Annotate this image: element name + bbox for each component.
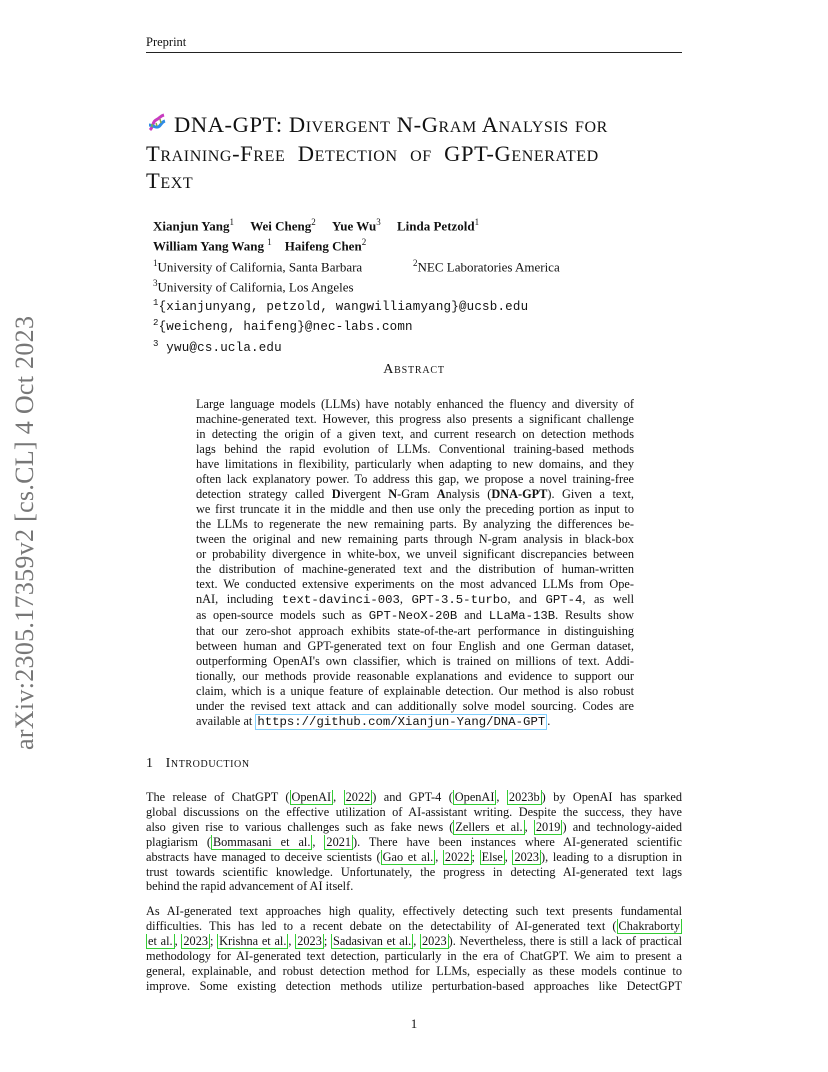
- author-name: Yue Wu: [332, 218, 377, 234]
- abstract-line: or probability divergence in white-box, we unveil significant discrepancies between: [196, 547, 634, 561]
- section-title: Introduction: [165, 756, 250, 771]
- abstract-line: have limitations in flexibility, particularly when adapting to new domains, and they: [196, 457, 634, 471]
- affiliation-sup: 1: [153, 257, 158, 268]
- abstract-line: the LLMs to regenerate the new remaining parts. By analyzing the differences be-: [196, 517, 634, 531]
- author-name: William Yang Wang: [153, 238, 265, 254]
- email-sup: 3: [153, 338, 159, 349]
- affiliation: University of California, Santa Barbara: [157, 258, 363, 274]
- page-number: 1: [410, 1016, 418, 1031]
- citation-link[interactable]: 2019: [535, 819, 561, 834]
- citation-link[interactable]: Zellers et al.: [455, 819, 523, 834]
- author-sup: 1: [474, 217, 480, 227]
- citation-link[interactable]: Bommasani et al.: [212, 834, 311, 849]
- abstract-line: detection strategy called Divergent N-Gram Analysis (DNA-GPT). Given a text,: [196, 487, 634, 501]
- abstract-heading: Abstract: [383, 362, 445, 377]
- body-line: behind the rapid advancement of AI itself.: [146, 879, 354, 894]
- abstract-line: often lack explanatory power. To address this gap, we propose a novel training-free: [196, 472, 634, 486]
- citation-link[interactable]: 2023b: [508, 790, 540, 804]
- title-line-2: Training-Free Detection of GPT-Generated: [146, 141, 599, 166]
- title-line-3: Text: [146, 168, 194, 193]
- email-sup: 1: [153, 298, 159, 309]
- email: ywu@cs.ucla.edu: [158, 340, 282, 355]
- citation-link[interactable]: Krishna et al.: [219, 933, 287, 948]
- author-name: Haifeng Chen: [284, 238, 362, 254]
- citation-link[interactable]: Else: [481, 849, 503, 864]
- abstract-line: outperforming OpenAI's own classifier, which is trained on millions of text. Addi-: [196, 654, 634, 668]
- body-line: improve. Some existing detection methods utilize perturbation-based approaches like DetectGPT: [146, 978, 682, 993]
- body-line: also given rise to various challenges such as fake news ( Zellers et al. , 2019 ) and technology-aided: [146, 819, 682, 834]
- abstract-line: available at https://github.com/Xianjun-Yang/DNA-GPT .: [196, 714, 551, 729]
- author-sup: 2: [311, 217, 316, 227]
- author-name: Linda Petzold: [396, 218, 475, 234]
- abstract-line: the distribution of machine-generated text and the distribution of human-written: [196, 562, 634, 576]
- paper-title: [146, 111, 686, 194]
- citation-link[interactable]: OpenAI: [291, 790, 332, 804]
- email-sup: 2: [153, 318, 159, 329]
- running-head: Preprint: [146, 35, 187, 49]
- abstract-line: between human and GPT-generated text on four English and one German dataset,: [196, 639, 634, 653]
- author-name: Xianjun Yang: [153, 218, 230, 234]
- abstract-line: under the revised text attack and can additionally solve model sourcing. Codes are: [196, 699, 634, 713]
- citation-link[interactable]: 2021: [326, 834, 352, 849]
- arxiv-stamp: arXiv:2305.17359v2 [cs.CL] 4 Oct 2023: [10, 315, 39, 750]
- section-heading: [146, 756, 250, 772]
- abstract-line: claim, which is a unique feature of explainable detection. Our method is also robust: [196, 684, 634, 698]
- citation-link[interactable]: 2022: [444, 849, 470, 864]
- body-line: abstracts have managed to deceive scientists ( Gao et al. , 2022 ; Else , 2023 ), leading to a disruption in: [146, 849, 682, 864]
- email: {xianjunyang, petzold, wangwilliamyang}@ucsb.edu: [158, 300, 529, 315]
- abstract-line: tionally, our methods provide reasonable explanations and evidence to support our: [196, 669, 634, 683]
- email: {weicheng, haifeng}@nec-labs.comn: [158, 320, 413, 335]
- affiliation-sup: 3: [153, 277, 158, 288]
- github-link[interactable]: https://github.com/Xianjun-Yang/DNA-GPT: [257, 715, 546, 729]
- section-number: 1: [146, 756, 154, 771]
- abstract-line: tween the original and new remaining parts through N-gram analysis in black-box: [196, 532, 634, 546]
- citation-link[interactable]: 2023: [183, 933, 208, 948]
- body-line: methodology for AI-generated text detection, particularly in the era of ChatGPT. We aim to present a: [146, 948, 682, 963]
- body-line: As AI-generated text approaches high quality, effectively detecting such text presents fundamental: [146, 904, 682, 918]
- citation-link[interactable]: 2022: [345, 790, 371, 804]
- abstract-line: we first truncate it in the middle and then use only the preceding portion as input to: [196, 502, 634, 516]
- title-line-1: DNA-GPT: Divergent N-Gram Analysis for: [174, 112, 608, 137]
- abstract-line: machine-generated text. However, this progress also presents a significant challenge: [196, 412, 634, 426]
- citation-link[interactable]: 2023: [422, 933, 447, 948]
- author-sup: 2: [361, 237, 367, 248]
- citation-link[interactable]: 2023: [514, 849, 540, 864]
- abstract-line: in detecting the origin of a given text, and current research on detection methods: [196, 427, 634, 441]
- body-line: general, explainable, and robust detection method for LLMs, especially as these models continue to: [146, 963, 682, 978]
- body-line: et al. , 2023 ; Krishna et al. , 2023 ; Sadasivan et al. , 2023 ). Nevertheless, there is still a lack of practical: [148, 933, 682, 948]
- intro-paragraph-2: [146, 904, 682, 993]
- abstract-line: text. We conducted extensive experiments on the most advanced LLMs from Ope-: [196, 577, 634, 591]
- author-block: [153, 214, 673, 356]
- dna-logo-icon: [146, 112, 168, 140]
- affiliation: NEC Laboratories America: [417, 258, 560, 274]
- header-rule: [146, 52, 682, 53]
- abstract-line: that our zero-shot approach exhibits state-of-the-art performance in distinguishing: [196, 624, 634, 638]
- body-line: difficulties. This has led to a recent debate on the detectability of AI-generated text ( Chakraborty: [146, 918, 680, 933]
- author-sup: 1: [267, 237, 272, 248]
- author-sup: 1: [229, 217, 234, 227]
- affiliation: University of California, Los Angeles: [157, 279, 354, 295]
- citation-link[interactable]: Chakraborty: [618, 918, 680, 933]
- author-sup: 3: [376, 217, 381, 227]
- abstract-line: as open-source models such as GPT-NeoX-20B and LLaMa-13B. Results show: [196, 608, 634, 623]
- intro-paragraph-1: [146, 790, 682, 894]
- citation-link[interactable]: et al.: [148, 933, 173, 948]
- body-line: plagiarism ( Bommasani et al. , 2021 ). There have been instances where AI-generated scientific: [146, 834, 682, 849]
- abstract-line: Large language models (LLMs) have notably enhanced the fluency and diversity of: [196, 397, 634, 411]
- citation-link[interactable]: Gao et al.: [382, 849, 434, 864]
- abstract-line: nAI, including text-davinci-003, GPT-3.5-turbo, and GPT-4, as well: [196, 592, 634, 607]
- citation-link[interactable]: 2023: [297, 933, 322, 948]
- body-line: global discussions on the effective utilization of AI-assistant writing. Despite the success, they have: [146, 804, 682, 819]
- body-line: trust towards scientific knowledge. Unfortunately, the progress in detecting AI-generated text lags: [146, 864, 682, 879]
- affiliation-sup: 2: [413, 257, 418, 268]
- citation-link[interactable]: OpenAI: [454, 790, 495, 804]
- citation-link[interactable]: Sadasivan et al.: [333, 933, 412, 948]
- abstract-body: [196, 397, 634, 730]
- abstract-line: lags behind the rapid evolution of LLMs. Conventional training-based methods: [196, 442, 634, 456]
- author-name: Wei Cheng: [250, 218, 312, 234]
- body-line: The release of ChatGPT ( OpenAI , 2022 ) and GPT-4 ( OpenAI , 2023b ) by OpenAI has sparked: [146, 790, 682, 804]
